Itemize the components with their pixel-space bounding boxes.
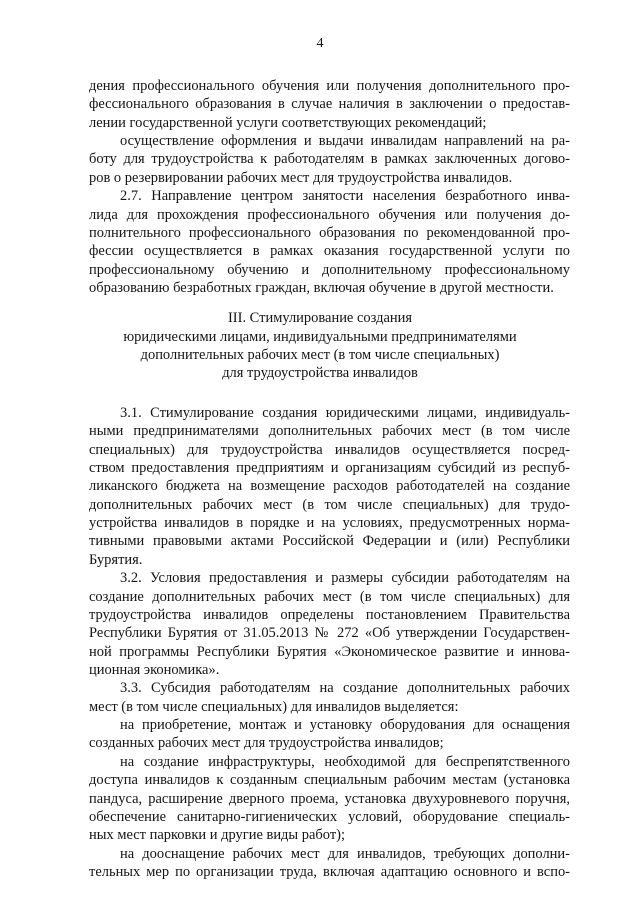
text-line: 3.2. Условия предоставления и размеры субсидии работодателям на [120, 570, 570, 587]
text-line: боту для трудоустройства к работодателям в рамках заключенных догово- [89, 151, 570, 168]
text-line: специальных) для трудоустройства инвалидов осуществляется посред- [89, 441, 570, 458]
text-line: доступа инвалидов к созданным специальным рабочим местам (установка [89, 772, 570, 789]
text-line: на создание инфраструктуры, необходимой для беспрепятственного [120, 753, 570, 770]
text-line: осуществление оформления и выдачи инвалидам направлений на ра- [120, 133, 570, 150]
text-line: устройства инвалидов в порядке и на условиях, предусмотренных норма- [89, 515, 570, 532]
text-line: дополнительных рабочих мест (в том числе специальных) для трудо- [89, 496, 570, 513]
text-line: тивными правовыми актами Российской Федерации и (или) Республики [89, 533, 570, 550]
text-line: Бурятия. [89, 551, 143, 568]
text-line: ликанского бюджета на возмещение расходов работодателей на создание [89, 478, 570, 495]
text-line: тельных мер по организации труда, включая адаптацию основного и вспо- [89, 864, 570, 880]
text-line: фессии осуществляется в рамках оказания государственной услуги по [89, 243, 570, 260]
text-line: обеспечение санитарно-гигиенических условий, оборудование специаль- [89, 808, 570, 825]
text-line: образованию безработных граждан, включая обучение в другой местности. [89, 280, 554, 296]
text-line: 2.7. Направление центром занятости населения безработного инва- [120, 188, 570, 205]
page-number: 4 [316, 36, 324, 51]
heading-line: III. Стимулирование создания [227, 310, 413, 327]
text-line: Республики Бурятия от 31.05.2013 № 272 «Об утверждении Государствен- [89, 625, 570, 642]
text-line: ных мест парковки и другие виды работ); [89, 827, 345, 844]
text-line: фессионального образования в случае наличия в заключении о предостав- [89, 96, 570, 113]
text-line: 3.3. Субсидия работодателям на создание дополнительных рабочих [120, 680, 570, 697]
text-line: мест (в том числе специальных) для инвалидов выделяется: [89, 698, 459, 715]
heading-line: дополнительных рабочих мест (в том числе специальных) [140, 347, 500, 364]
text-line: на приобретение, монтаж и установку оборудования для оснащения [120, 717, 570, 734]
text-line: ной программы Республики Бурятия «Экономическое развитие и иннова- [89, 643, 570, 660]
text-line: трудоустройства инвалидов определены постановлением Правительства [89, 606, 570, 623]
heading-line: юридическими лицами, индивидуальными предпринимателями [123, 328, 517, 345]
text-line: на дооснащение рабочих мест для инвалидов, требующих дополни- [120, 845, 570, 862]
text-line: лении государственной услуги соответствующих рекомендаций; [89, 114, 487, 131]
text-line: ров о резервировании рабочих мест для трудоустройства инвалидов. [89, 169, 513, 186]
text-line: пандуса, расширение дверного проема, установка двухуровневого поручня, [89, 790, 570, 807]
text-line: лида для прохождения профессионального обучения или получения до- [89, 206, 570, 223]
text-line: создание дополнительных рабочих мест (в том числе специальных) для [89, 588, 570, 605]
text-line: дения профессионального обучения или получения дополнительного про- [89, 78, 570, 94]
text-line: полнительного профессионального образования по рекомендованной про- [89, 224, 570, 241]
text-line: профессиональному обучению и дополнительному профессиональному [89, 261, 570, 278]
text-line: 3.1. Стимулирование создания юридическими лицами, индивидуаль- [120, 404, 570, 421]
text-line: ством предоставления предприятиям и организациям субсидий из респуб- [89, 459, 570, 476]
text-line: созданных рабочих мест для трудоустройства инвалидов; [89, 735, 444, 752]
text-line: ционная экономика». [89, 661, 220, 678]
text-line: ными предпринимателями дополнительных рабочих мест (в том числе [89, 423, 570, 440]
heading-line: для трудоустройства инвалидов [222, 365, 418, 382]
